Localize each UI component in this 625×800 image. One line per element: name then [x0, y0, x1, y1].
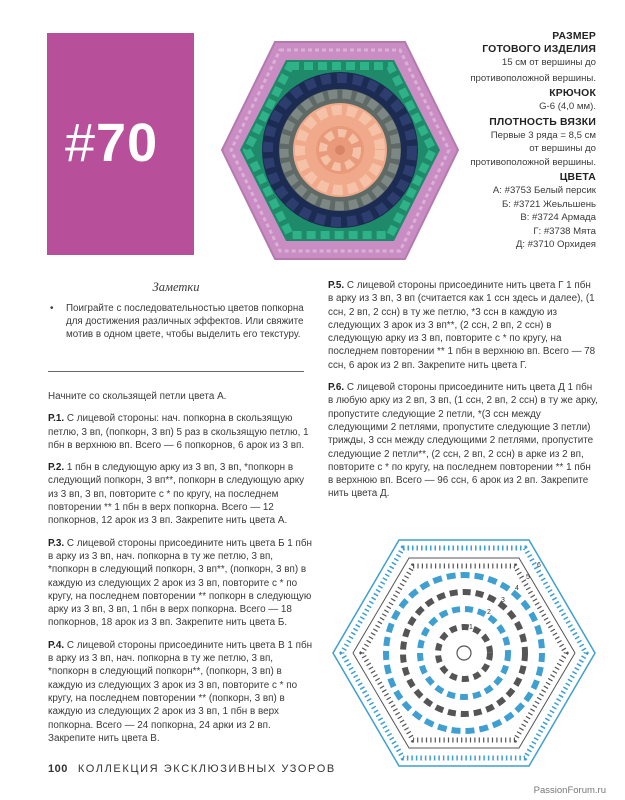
diagram-outer-texture [342, 548, 586, 758]
diagram-label-3: 3 [501, 597, 505, 604]
instructions-right [328, 279, 598, 510]
row-5: Р.5. С лицевой стороны присоедините нить цвета Г 1 пбн в арку из 3 вп, 3 вп (считается как 1 ссн здесь и далее), (1 ссн, 2 вп, 2 ссн) в ту же петлю, *3 ссн в каждую из следующих 3 арок из 3 вп**, (2 ссн, 2 вп, 2 ссн) в следующую арку из 3 вп, повторите с * по кругу, на последнем повторении ** 1 пбн в верхнюю вп. Всего — 78 ссн, 6 арок из 2 вп. Закрепите нить цвета Г. [328, 280, 596, 371]
diagram-label-5: 5 [526, 574, 530, 581]
hook-title: КРЮЧОК [549, 88, 596, 99]
size-title-1: РАЗМЕР [552, 31, 596, 42]
color-a: А: #3753 Белый персик [492, 185, 596, 196]
color-c: В: #3724 Армада [520, 212, 596, 223]
diagram-round-4 [386, 575, 542, 731]
gauge-line-1: Первые 3 ряда = 8,5 см [490, 129, 596, 141]
row-4: Р.4. С лицевой стороны присоедините нить цвета В 1 пбн в арку из 3 вп, нач. попкорна в ту же петлю, 3 вп, *попкорн в следующий попкорн**, (попкорн, 3 вп) в каждую из следующих 3 арок из 3 вп, повторите с * по кругу, на последнем повторении ** (попкорн, 3 вп) в каждую из следующих 2 арок из 3 вп, 1 пбн в верх попкорна. Всего — 24 попкорна, 24 арки из 2 вп. Закрепите нить цвета В. [48, 639, 313, 744]
diagram-label-4: 4 [515, 585, 519, 592]
diagram-label-2: 2 [487, 609, 491, 616]
row-6: Р.6. С лицевой стороны присоедините нить цвета Д 1 пбн в любую арку из 2 вп, 3 вп, (1 ссн, 2 вп, 2 ссн) в ту же арку, пропустите следующие 2 петли, *(3 ссн между следующими 2 петлями, пропустите следующие 3 петли) трижды, 3 ссн между следующими 2 петлями, пропустите следующие 2 петли**, (2 ссн, 2 вп, 2 ссн) в арке из 2 вп, повторите с * по кругу, на последнем повторении ** 1 пбн в верхнюю вп. Всего — 96 ссн, 6 арок из 2 вп. Закрепите нить цвета Д. [328, 382, 598, 500]
notes-section [48, 280, 304, 342]
row-1: Р.1. С лицевой стороны: нач. попкорна в скользящую петлю, 3 вп, (попкорн, 3 вп) 5 раз в скользящую петлю, 1 пбн в верхнюю вп. Всего — 6 попкорнов, 6 арок из 3 вп. [48, 413, 309, 451]
size-line-2: противоположной вершины. [470, 72, 596, 84]
gauge-line-3: противоположной вершины. [470, 156, 596, 168]
pattern-info [396, 30, 596, 254]
gauge-line-2: от вершины до [529, 143, 596, 154]
color-d: Г: #3738 Мята [533, 225, 596, 237]
page-footer [48, 763, 336, 775]
notes-divider [48, 371, 304, 372]
gauge-title: ПЛОТНОСТЬ ВЯЗКИ [489, 116, 596, 128]
size-title-2: ГОТОВОГО ИЗДЕЛИЯ [482, 44, 596, 55]
bullet: • [50, 303, 54, 314]
notes-item [48, 302, 304, 342]
diagram-round-2 [420, 609, 508, 697]
notes-text: Поиграйте с последовательностью цветов попкорна для достижения различных эффектов. Или свяжите мотив в одном цвете, чтобы выделить его текстуру. [66, 303, 304, 341]
row-3: Р.3. С лицевой стороны присоедините нить цвета Б 1 пбн в арку из 3 вп, нач. попкорна в ту же петлю, 3 вп, *попкорн в следующий попкорн, 3 вп**, (попкорн, 3 вп) в каждую из следующих 2 арок из 3 вп, повторите с * по кругу, на последнем повторении ** попкорн в следующую арку из 3 вп, 3 вп, 1 пбн в верх попкорна. Всего — 18 попкорнов, 18 арок из 3 вп. Закрепите нить цвета Б. [48, 537, 312, 629]
pattern-number: #70 [65, 113, 159, 173]
book-title: КОЛЛЕКЦИЯ ЭКСКЛЮЗИВНЫХ УЗОРОВ [77, 763, 336, 775]
diagram-round-1 [438, 627, 490, 679]
notes-title: Заметки [152, 280, 200, 294]
crochet-diagram [329, 536, 599, 770]
diagram-label-6: 6 [537, 562, 541, 569]
diagram-center [457, 646, 471, 660]
hex-center [335, 145, 345, 155]
size-line-1: 15 см от вершины до [501, 57, 596, 68]
watermark: PassionForum.ru [533, 785, 606, 796]
instructions-left [48, 390, 316, 754]
color-b: Б: #3721 Жеьльшень [502, 198, 596, 210]
instructions-intro: Начните со скользящей петли цвета А. [48, 391, 227, 402]
colors-title: ЦВЕТА [559, 172, 596, 183]
hook-value: G-6 (4,0 мм). [539, 101, 596, 112]
row-2: Р.2. 1 пбн в следующую арку из 3 вп, 3 вп, *попкорн в следующий попкорн, 3 вп**, попкорн в следующую арку из 3 вп, 3 вп, повторите с * по кругу, на последнем повторении ** 1 пбн в верх попкорна. Всего — 12 попкорнов, 12 арок из 3 вп. Закрепите нить цвета А. [48, 462, 305, 527]
diagram-label-1: 1 [469, 624, 473, 631]
page-number: 100 [48, 763, 68, 775]
color-e: Д: #3710 Орхидея [515, 239, 596, 250]
